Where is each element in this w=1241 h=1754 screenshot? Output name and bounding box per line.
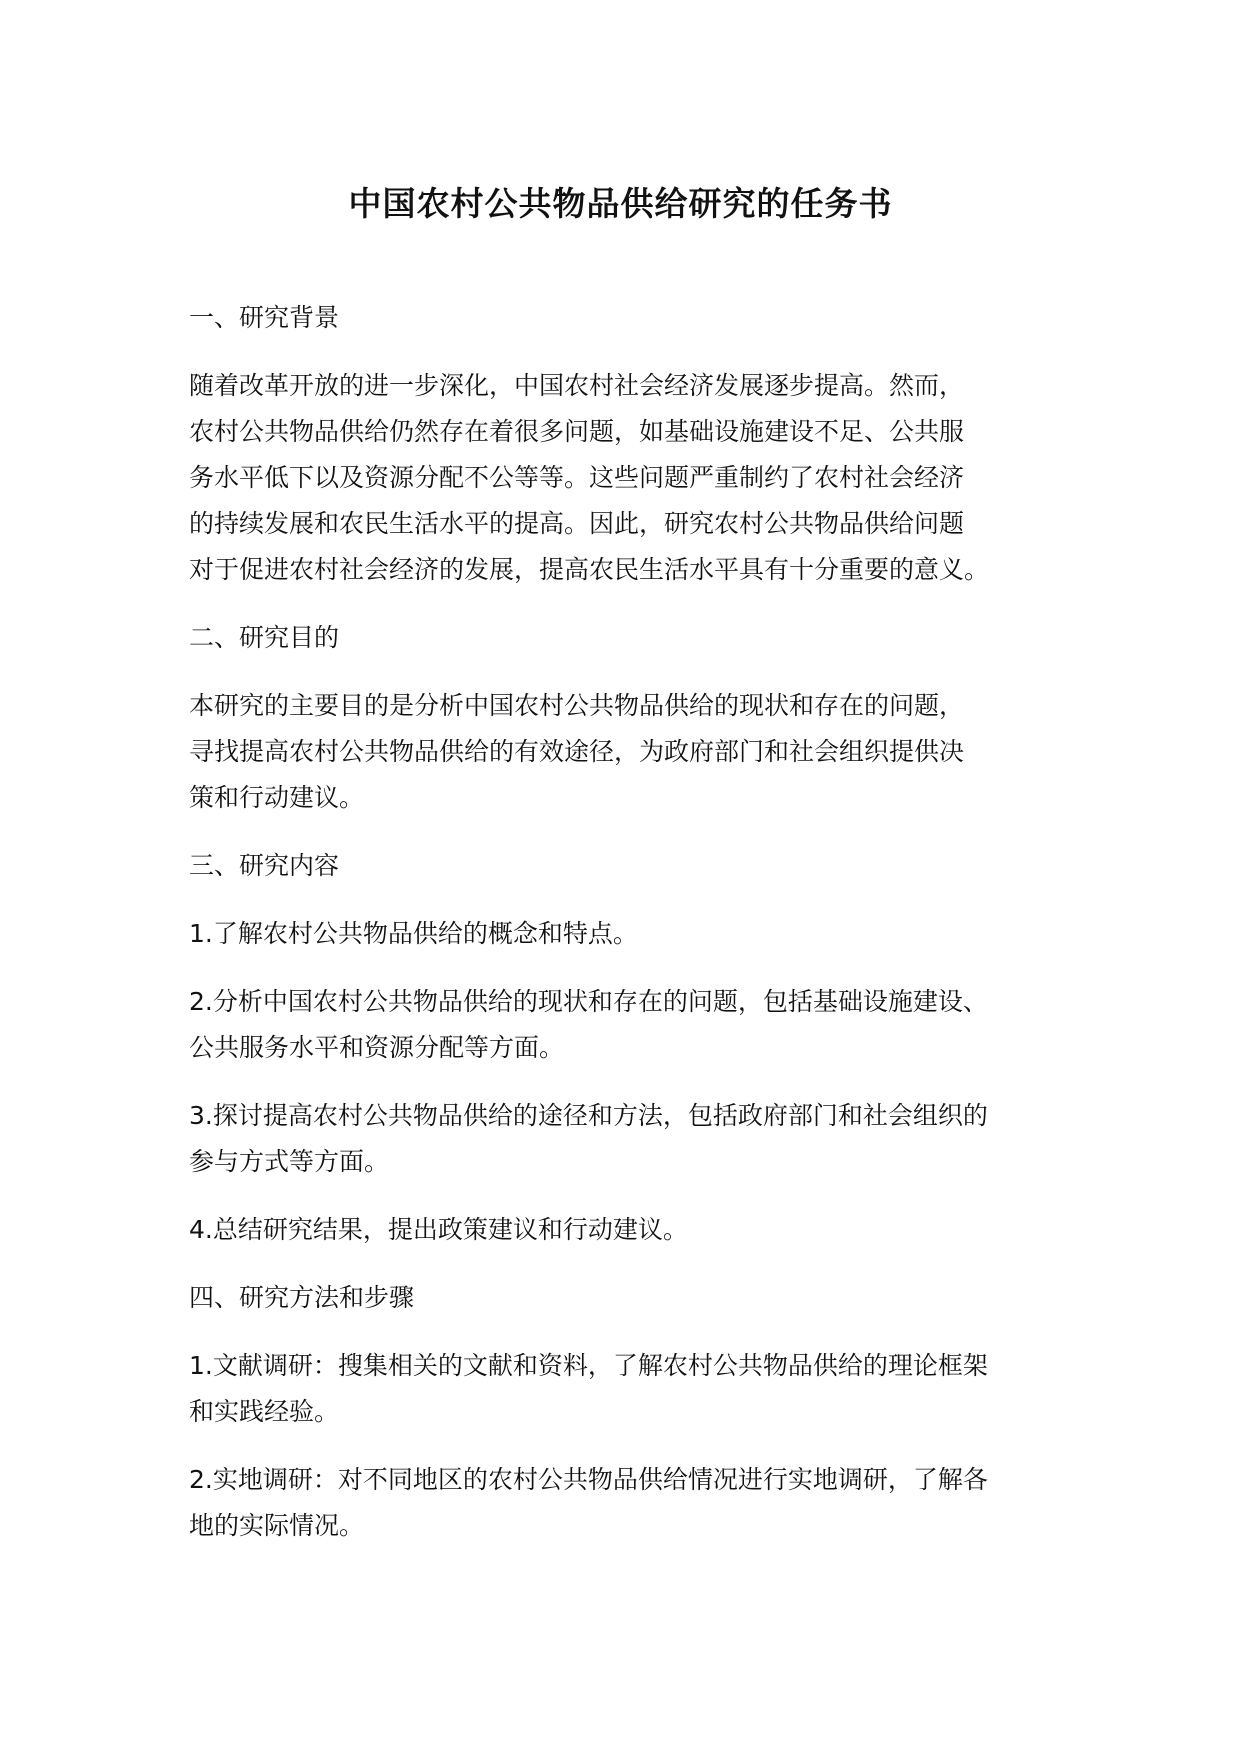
section-heading: 一、研究背景 <box>189 303 340 332</box>
list-item <box>189 1457 1089 1549</box>
section-heading: 四、研究方法和步骤 <box>189 1283 415 1312</box>
text-line: 参与方式等方面。 <box>189 1147 390 1176</box>
list-item <box>189 1343 1089 1435</box>
document-body <box>189 295 1089 1571</box>
text-line: 4.总结研究结果，提出政策建议和行动建议。 <box>189 1215 688 1244</box>
text-line: 地的实际情况。 <box>189 1511 365 1540</box>
section-heading: 三、研究内容 <box>189 851 340 880</box>
paragraph <box>189 363 1089 593</box>
paragraph <box>189 683 1089 821</box>
text-line: 2.实地调研：对不同地区的农村公共物品供给情况进行实地调研，了解各 <box>189 1465 988 1494</box>
text-line: 本研究的主要目的是分析中国农村公共物品供给的现状和存在的问题， <box>189 691 965 720</box>
list-item <box>189 979 1089 1071</box>
text-line: 1.文献调研：搜集相关的文献和资料，了解农村公共物品供给的理论框架 <box>189 1351 988 1380</box>
section-heading: 二、研究目的 <box>189 623 340 652</box>
text-line: 公共服务水平和资源分配等方面。 <box>189 1033 565 1062</box>
text-line: 2.分析中国农村公共物品供给的现状和存在的问题，包括基础设施建设、 <box>189 987 988 1016</box>
text-line: 农村公共物品供给仍然存在着很多问题，如基础设施建设不足、公共服 <box>189 417 965 446</box>
text-line: 务水平低下以及资源分配不公等等。这些问题严重制约了农村社会经济 <box>189 463 965 492</box>
text-line: 随着改革开放的进一步深化，中国农村社会经济发展逐步提高。然而， <box>189 371 965 400</box>
text-line: 1.了解农村公共物品供给的概念和特点。 <box>189 919 638 948</box>
text-line: 的持续发展和农民生活水平的提高。因此，研究农村公共物品供给问题 <box>189 509 965 538</box>
list-item <box>189 1093 1089 1185</box>
text-line: 对于促进农村社会经济的发展，提高农民生活水平具有十分重要的意义。 <box>189 555 990 584</box>
text-line: 策和行动建议。 <box>189 783 365 812</box>
document-title: 中国农村公共物品供给研究的任务书 <box>348 184 893 223</box>
list-item <box>189 1207 1089 1253</box>
text-line: 和实践经验。 <box>189 1397 340 1426</box>
list-item <box>189 911 1089 957</box>
text-line: 寻找提高农村公共物品供给的有效途径，为政府部门和社会组织提供决 <box>189 737 965 766</box>
text-line: 3.探讨提高农村公共物品供给的途径和方法，包括政府部门和社会组织的 <box>189 1101 988 1130</box>
